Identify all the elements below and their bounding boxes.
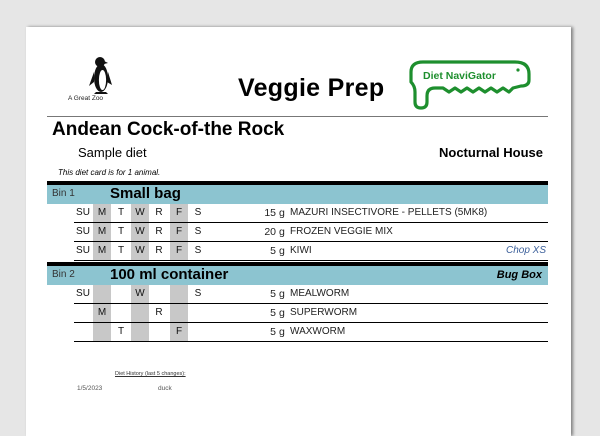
day-cell	[150, 323, 168, 341]
quantity: 15	[264, 207, 276, 219]
diet-history-user: duck	[158, 385, 172, 392]
day-cell: S	[194, 207, 202, 218]
day-cell: M	[93, 242, 111, 260]
day-cell: W	[131, 204, 149, 222]
day-cell: M	[93, 223, 111, 241]
day-cell	[74, 304, 92, 322]
day-cell	[170, 304, 188, 322]
day-cell	[131, 323, 149, 341]
day-cell: SU	[76, 207, 90, 218]
unit: g	[279, 326, 285, 338]
day-cell	[74, 323, 92, 341]
header-divider	[47, 116, 548, 117]
day-cell	[189, 304, 207, 322]
bin-container-type: Small bag	[110, 185, 181, 202]
day-cell	[189, 323, 207, 341]
day-cell: M	[93, 304, 111, 322]
day-cell	[93, 323, 111, 341]
diet-name: Sample diet	[78, 145, 147, 160]
unit: g	[279, 226, 285, 238]
day-cell: R	[155, 226, 163, 237]
diet-navigator-logo-icon	[405, 58, 533, 114]
day-cell: W	[131, 285, 149, 303]
ingredient-row	[74, 242, 548, 261]
quantity: 5	[270, 326, 276, 338]
day-cell: W	[131, 223, 149, 241]
day-cell: T	[117, 207, 125, 218]
unit: g	[279, 245, 285, 257]
ingredient-row	[74, 323, 548, 342]
day-cell: R	[155, 207, 163, 218]
quantity: 5	[270, 245, 276, 257]
food-name: SUPERWORM	[290, 307, 358, 318]
day-cell: S	[194, 226, 202, 237]
species-name: Andean Cock-of-the Rock	[52, 119, 285, 140]
page-title: Veggie Prep	[238, 74, 385, 102]
bin-header	[47, 266, 548, 285]
ingredient-row	[74, 223, 548, 242]
day-cell: M	[93, 204, 111, 222]
bin-label: Bin 2	[52, 269, 75, 280]
day-cell: F	[170, 242, 188, 260]
bin-header	[47, 185, 548, 204]
day-cell: SU	[76, 245, 90, 256]
day-cell	[112, 304, 130, 322]
food-name: MEALWORM	[290, 288, 350, 299]
bin-container-type: 100 ml container	[110, 266, 229, 283]
day-cell: R	[155, 245, 163, 256]
day-cell: R	[155, 307, 163, 318]
day-cell: SU	[76, 288, 90, 299]
food-name: KIWI	[290, 245, 312, 256]
day-cell: F	[170, 323, 188, 341]
unit: g	[279, 207, 285, 219]
quantity: 5	[270, 307, 276, 319]
food-name: MAZURI INSECTIVORE - PELLETS (5MK8)	[290, 207, 488, 218]
brand-name: Diet NaviGator	[423, 70, 496, 82]
day-cell	[112, 285, 130, 303]
quantity: 20	[264, 226, 276, 238]
quantity: 5	[270, 288, 276, 300]
day-cell: T	[117, 245, 125, 256]
day-cell	[170, 285, 188, 303]
bin-label: Bin 1	[52, 188, 75, 199]
diet-history-date: 1/5/2023	[77, 385, 103, 392]
day-cell: S	[194, 288, 202, 299]
prep-note: Chop XS	[505, 245, 546, 256]
diet-history-title: Diet History (last 5 changes):	[115, 371, 186, 377]
day-cell	[150, 285, 168, 303]
day-cell: F	[170, 204, 188, 222]
food-name: FROZEN VEGGIE MIX	[290, 226, 393, 237]
ingredient-row	[74, 204, 548, 223]
org-name: A Great Zoo	[68, 95, 104, 102]
day-cell	[131, 304, 149, 322]
day-cell: T	[117, 226, 125, 237]
day-cell: F	[170, 223, 188, 241]
day-cell: S	[194, 245, 202, 256]
ingredient-row	[74, 285, 548, 304]
unit: g	[279, 307, 285, 319]
day-cell: T	[117, 326, 125, 337]
location: Nocturnal House	[438, 145, 543, 160]
ingredient-row	[74, 304, 548, 323]
food-name: WAXWORM	[290, 326, 346, 337]
card-note: This diet card is for 1 animal.	[58, 168, 161, 177]
day-cell: W	[131, 242, 149, 260]
unit: g	[279, 288, 285, 300]
day-cell: SU	[76, 226, 90, 237]
day-cell	[93, 285, 111, 303]
bin-note: Bug Box	[496, 269, 542, 281]
